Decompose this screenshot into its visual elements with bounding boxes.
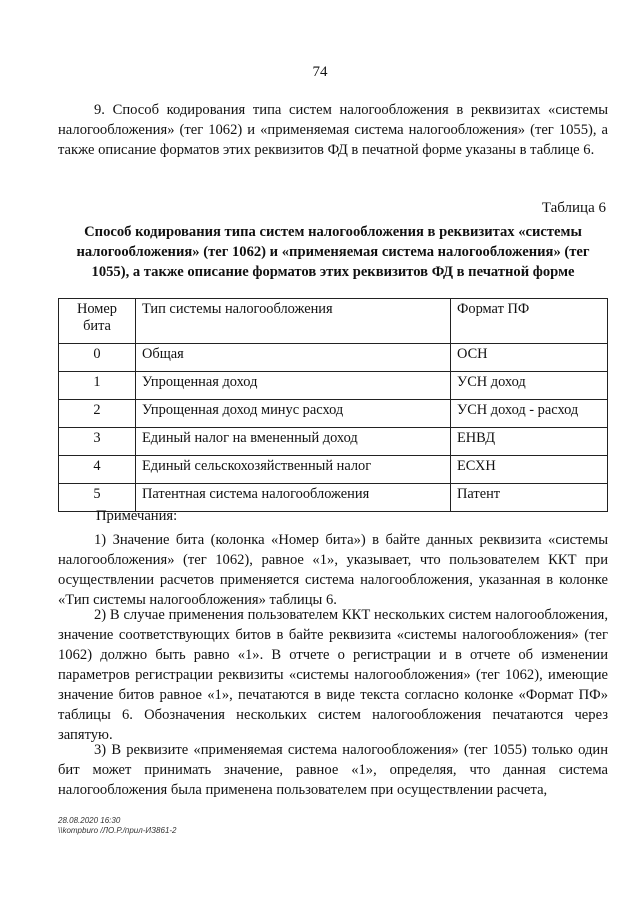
cell-print-format: Патент: [451, 484, 608, 512]
cell-print-format: ОСН: [451, 344, 608, 372]
note-2: 2) В случае применения пользователем ККТ нескольких систем налогообложения, значение соответствующих битов в байте реквизита «системы налогообложения» (тег 1062) должно быть равно «1». В отчете о регистрации и в отчете об изменении параметров регистрации реквизиты «системы налогообложения» (тег 1062), имеющие значение битов равное «1», печатаются в виде текста согласно колонке «Формат ПФ» таблицы 6. Обозначения нескольких систем налогообложения печатаются через запятую.: [58, 607, 608, 743]
header-tax-system-type: Тип системы налогообложения: [136, 299, 451, 344]
cell-tax-system-type: Единый сельскохозяйственный налог: [136, 456, 451, 484]
footer-stamp: [58, 816, 177, 836]
cell-tax-system-type: Патентная система налогообложения: [136, 484, 451, 512]
table-row: [59, 428, 608, 456]
note-1: 1) Значение бита (колонка «Номер бита») в байте данных реквизита «системы налогообложения» (тег 1062), равное «1», указывает, что пользователем ККТ при осуществлении расчетов применяется система налогообложения, указанная в колонке «Тип системы налогообложения» таблицы 6.: [58, 532, 608, 608]
table-title: Способ кодирования типа систем налогообложения в реквизитах «системы налогообложения» (тег 1062) и «применяемая система налогообложения» (тег 1055), а также описание форматов этих реквизитов ФД в печатной форме: [76, 224, 590, 280]
footer-date: 28.08.2020 16:30: [58, 816, 121, 825]
cell-tax-system-type: Общая: [136, 344, 451, 372]
cell-bit-number: 1: [59, 372, 136, 400]
footer-path: \\kompburo /ЛО.Р./прил-ИЗ861-2: [58, 826, 177, 835]
cell-print-format: ЕНВД: [451, 428, 608, 456]
cell-tax-system-type: Упрощенная доход: [136, 372, 451, 400]
cell-bit-number: 0: [59, 344, 136, 372]
cell-print-format: УСН доход: [451, 372, 608, 400]
cell-bit-number: 2: [59, 400, 136, 428]
notes-title: Примечания:: [96, 508, 178, 524]
table-row: [59, 344, 608, 372]
header-bit-number: Номер бита: [59, 299, 136, 344]
page-number: 74: [312, 64, 328, 80]
cell-tax-system-type: Упрощенная доход минус расход: [136, 400, 451, 428]
header-print-format: Формат ПФ: [451, 299, 608, 344]
cell-bit-number: 4: [59, 456, 136, 484]
paragraph-9: 9. Способ кодирования типа систем налогообложения в реквизитах «системы налогообложения» (тег 1062) и «применяемая система налогообложения» (тег 1055), а также описание форматов этих реквизитов ФД в печатной форме указаны в таблице 6.: [58, 102, 608, 158]
cell-print-format: ЕСХН: [451, 456, 608, 484]
table-caption: Таблица 6: [541, 200, 606, 216]
table-header-row: [59, 299, 608, 344]
table-row: [59, 456, 608, 484]
table-row: [59, 400, 608, 428]
tax-system-table: [58, 298, 608, 512]
table-row: [59, 372, 608, 400]
cell-bit-number: 3: [59, 428, 136, 456]
cell-print-format: УСН доход - расход: [451, 400, 608, 428]
cell-bit-number: 5: [59, 484, 136, 512]
cell-tax-system-type: Единый налог на вмененный доход: [136, 428, 451, 456]
note-3: 3) В реквизите «применяемая система налогообложения» (тег 1055) только один бит может принимать значение, равное «1», определяя, что данная система налогообложения была применена пользователем при осуществлении расчета,: [58, 742, 608, 798]
